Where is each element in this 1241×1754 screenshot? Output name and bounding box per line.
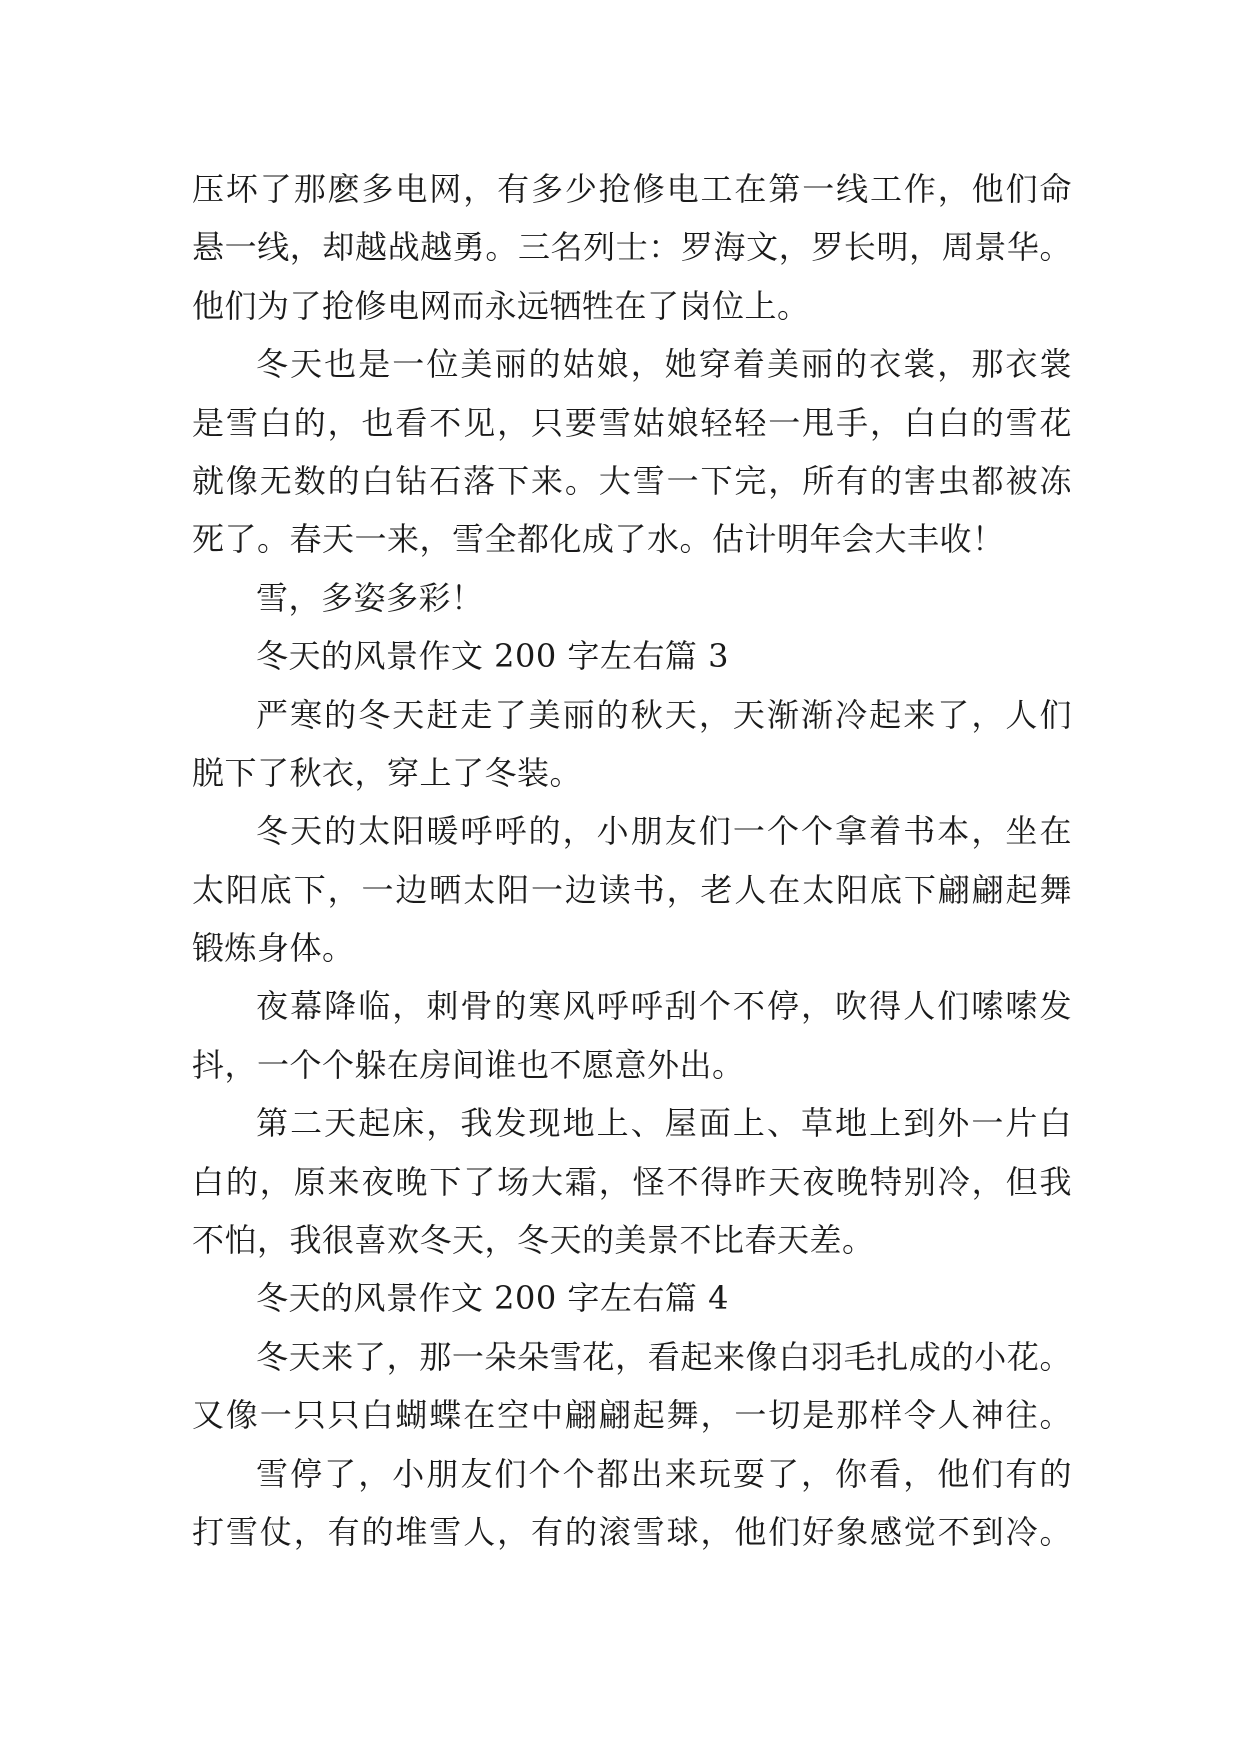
text-line: 脱下了秋衣，穿上了冬装。: [192, 753, 583, 792]
text-line: 锻炼身体。: [192, 929, 355, 968]
section-heading: 冬天的风景作文 200 字左右篇 4: [256, 1279, 729, 1318]
text-line: 悬一线，却越战越勇。三名列士：罗海文，罗长明，周景华。: [192, 228, 1072, 267]
text-line: 就像无数的白钻石落下来。大雪一下完，所有的害虫都被冻: [192, 461, 1072, 500]
text-line: 白的，原来夜晚下了场大霜，怪不得昨天夜晚特别冷，但我: [192, 1162, 1072, 1201]
text-line: 冬天的太阳暖呼呼的，小朋友们一个个拿着书本，坐在: [256, 812, 1072, 851]
text-line: 雪停了，小朋友们个个都出来玩耍了，你看，他们有的: [256, 1454, 1072, 1493]
document-body: [192, 160, 1072, 1561]
text-line: 压坏了那麽多电网，有多少抢修电工在第一线工作，他们命: [192, 170, 1072, 208]
section-heading: 冬天的风景作文 200 字左右篇 3: [256, 637, 729, 676]
text-line: 第二天起床，我发现地上、屋面上、草地上到外一片白: [256, 1104, 1072, 1143]
text-line: 他们为了抢修电网而永远牺牲在了岗位上。: [192, 286, 810, 325]
text-line: 死了。春天一来，雪全都化成了水。估计明年会大丰收！: [192, 520, 1005, 559]
text-line: 雪，多姿多彩！: [256, 578, 484, 617]
text-line: 不怕，我很喜欢冬天，冬天的美景不比春天差。: [192, 1221, 875, 1260]
text-line: 抖，一个个躲在房间谁也不愿意外出。: [192, 1045, 745, 1084]
text-line: 打雪仗，有的堆雪人，有的滚雪球，他们好象感觉不到冷。: [192, 1512, 1072, 1551]
text-line: 严寒的冬天赶走了美丽的秋天，天渐渐冷起来了，人们: [256, 695, 1072, 734]
text-line: 又像一只只白蝴蝶在空中翩翩起舞，一切是那样令人神往。: [192, 1396, 1072, 1435]
text-line: 冬天也是一位美丽的姑娘，她穿着美丽的衣裳，那衣裳: [256, 345, 1072, 384]
text-line: 是雪白的，也看不见，只要雪姑娘轻轻一甩手，白白的雪花: [192, 403, 1072, 442]
text-line: 太阳底下，一边晒太阳一边读书，老人在太阳底下翩翩起舞: [192, 870, 1072, 909]
text-line: 冬天来了，那一朵朵雪花，看起来像白羽毛扎成的小花。: [256, 1337, 1072, 1376]
text-line: 夜幕降临，刺骨的寒风呼呼刮个不停，吹得人们嗦嗦发: [256, 987, 1072, 1026]
